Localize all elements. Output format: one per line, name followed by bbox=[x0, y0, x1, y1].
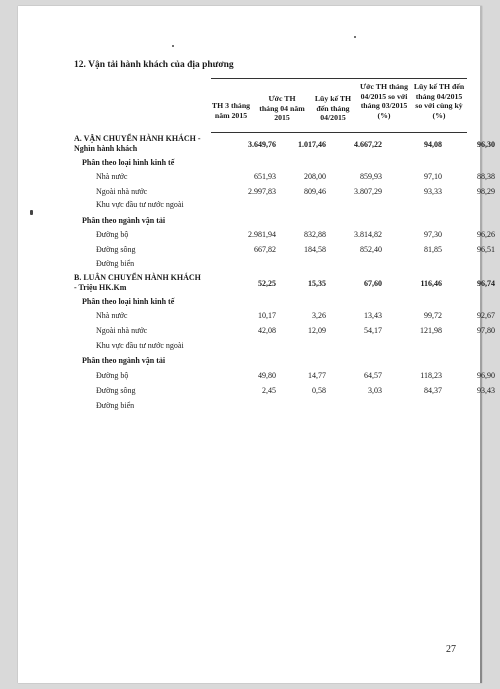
cell-col-5: 96,90 bbox=[477, 371, 495, 380]
cell-col-2: 15,35 bbox=[308, 279, 326, 288]
row-label: Khu vực đầu tư nước ngoài bbox=[96, 341, 184, 350]
table-title: 12. Vận tải hành khách của địa phương bbox=[74, 60, 234, 70]
row-label: Phân theo ngành vận tải bbox=[82, 356, 166, 365]
cell-col-5: 96,26 bbox=[477, 230, 495, 239]
cell-col-2: 12,09 bbox=[308, 326, 326, 335]
cell-col-5: 88,38 bbox=[477, 172, 495, 181]
cell-col-3: 3.807,29 bbox=[354, 187, 382, 196]
header-col-4: Ước TH tháng 04/2015 so với tháng 03/2015 (%) bbox=[359, 82, 409, 120]
cell-col-1: 10,17 bbox=[258, 311, 276, 320]
table-row bbox=[74, 216, 474, 228]
cell-col-2: 3,26 bbox=[312, 311, 326, 320]
cell-col-2: 208,00 bbox=[304, 172, 326, 181]
cell-col-2: 832,88 bbox=[304, 230, 326, 239]
cell-col-4: 97,30 bbox=[424, 230, 442, 239]
header-col-5: Lũy kế TH đến tháng 04/2015 so với cùng kỳ (%) bbox=[413, 82, 465, 120]
table-row bbox=[74, 134, 495, 153]
cell-col-1: 2.981,94 bbox=[248, 230, 276, 239]
cell-col-4: 97,10 bbox=[424, 172, 442, 181]
cell-col-5: 97,80 bbox=[477, 326, 495, 335]
cell-col-1: 42,08 bbox=[258, 326, 276, 335]
cell-col-1: 651,93 bbox=[254, 172, 276, 181]
cell-col-2: 809,46 bbox=[304, 187, 326, 196]
row-label: Đường sông bbox=[96, 386, 136, 395]
cell-col-3: 54,17 bbox=[364, 326, 382, 335]
cell-col-2: 1.017,46 bbox=[298, 140, 326, 149]
cell-col-3: 64,57 bbox=[364, 371, 382, 380]
row-label-line2: Nghìn hành khách bbox=[74, 144, 138, 153]
cell-col-4: 84,37 bbox=[424, 386, 442, 395]
row-label: Đường sông bbox=[96, 245, 136, 254]
page-number: 27 bbox=[446, 644, 456, 655]
scan-speck bbox=[30, 210, 33, 215]
cell-col-5: 93,43 bbox=[477, 386, 495, 395]
row-label: A. VẬN CHUYỂN HÀNH KHÁCH - bbox=[74, 134, 201, 143]
row-label: Phân theo ngành vận tải bbox=[82, 216, 166, 225]
row-label: Nhà nước bbox=[96, 311, 128, 320]
table-row bbox=[74, 200, 474, 212]
cell-col-1: 52,25 bbox=[258, 279, 276, 288]
row-label: Đường biển bbox=[96, 259, 135, 268]
cell-col-4: 94,08 bbox=[424, 140, 442, 149]
cell-col-5: 98,29 bbox=[477, 187, 495, 196]
header-top-rule bbox=[211, 78, 467, 79]
header-col-2: Ước TH tháng 04 năm 2015 bbox=[259, 94, 305, 122]
scan-speck bbox=[354, 36, 356, 38]
table-row bbox=[74, 172, 495, 184]
cell-col-1: 49,80 bbox=[258, 371, 276, 380]
cell-col-4: 121,98 bbox=[420, 326, 442, 335]
cell-col-5: 96,30 bbox=[477, 140, 495, 149]
page-edge bbox=[480, 6, 482, 683]
row-label-line2: - Triệu HK.Km bbox=[74, 283, 127, 292]
table-row bbox=[74, 311, 495, 323]
header-bottom-rule bbox=[211, 132, 467, 133]
document-page bbox=[18, 6, 495, 683]
table-row bbox=[74, 273, 495, 292]
row-label: Ngoài nhà nước bbox=[96, 187, 148, 196]
row-label: Phân theo loại hình kinh tế bbox=[82, 297, 175, 306]
table-row bbox=[74, 341, 474, 353]
cell-col-3: 3,03 bbox=[368, 386, 382, 395]
row-label: Ngoài nhà nước bbox=[96, 326, 148, 335]
cell-col-3: 4.667,22 bbox=[354, 140, 382, 149]
row-label: B. LUÂN CHUYỂN HÀNH KHÁCH bbox=[74, 273, 201, 282]
cell-col-1: 3.649,76 bbox=[248, 140, 276, 149]
row-label: Đường bộ bbox=[96, 371, 129, 380]
table-row bbox=[74, 230, 495, 242]
cell-col-4: 118,23 bbox=[420, 371, 442, 380]
cell-col-4: 93,33 bbox=[424, 187, 442, 196]
table-row bbox=[74, 371, 495, 383]
cell-col-3: 13,43 bbox=[364, 311, 382, 320]
cell-col-1: 2,45 bbox=[262, 386, 276, 395]
cell-col-1: 2.997,83 bbox=[248, 187, 276, 196]
cell-col-2: 184,58 bbox=[304, 245, 326, 254]
cell-col-3: 859,93 bbox=[360, 172, 382, 181]
cell-col-4: 99,72 bbox=[424, 311, 442, 320]
cell-col-5: 96,74 bbox=[477, 279, 495, 288]
table-row bbox=[74, 158, 474, 170]
header-col-3: Lũy kế TH đến tháng 04/2015 bbox=[314, 94, 352, 122]
table-row bbox=[74, 386, 495, 398]
row-label: Đường biển bbox=[96, 401, 135, 410]
cell-col-4: 81,85 bbox=[424, 245, 442, 254]
row-label: Nhà nước bbox=[96, 172, 128, 181]
table-row bbox=[74, 297, 474, 309]
row-label: Đường bộ bbox=[96, 230, 129, 239]
table-row bbox=[74, 187, 495, 199]
table-row bbox=[74, 245, 495, 257]
cell-col-5: 92,67 bbox=[477, 311, 495, 320]
cell-col-1: 667,82 bbox=[254, 245, 276, 254]
cell-col-4: 116,46 bbox=[420, 279, 442, 288]
cell-col-2: 0,58 bbox=[312, 386, 326, 395]
scan-speck bbox=[172, 45, 174, 47]
row-label: Phân theo loại hình kinh tế bbox=[82, 158, 175, 167]
cell-col-3: 67,60 bbox=[364, 279, 382, 288]
cell-col-3: 3.814,82 bbox=[354, 230, 382, 239]
cell-col-2: 14,77 bbox=[308, 371, 326, 380]
header-col-1: TH 3 tháng năm 2015 bbox=[211, 101, 251, 120]
table-row bbox=[74, 401, 474, 413]
cell-col-3: 852,40 bbox=[360, 245, 382, 254]
cell-col-5: 96,51 bbox=[477, 245, 495, 254]
table-row bbox=[74, 356, 474, 368]
table-row bbox=[74, 259, 474, 271]
row-label: Khu vực đầu tư nước ngoài bbox=[96, 200, 184, 209]
table-row bbox=[74, 326, 495, 338]
